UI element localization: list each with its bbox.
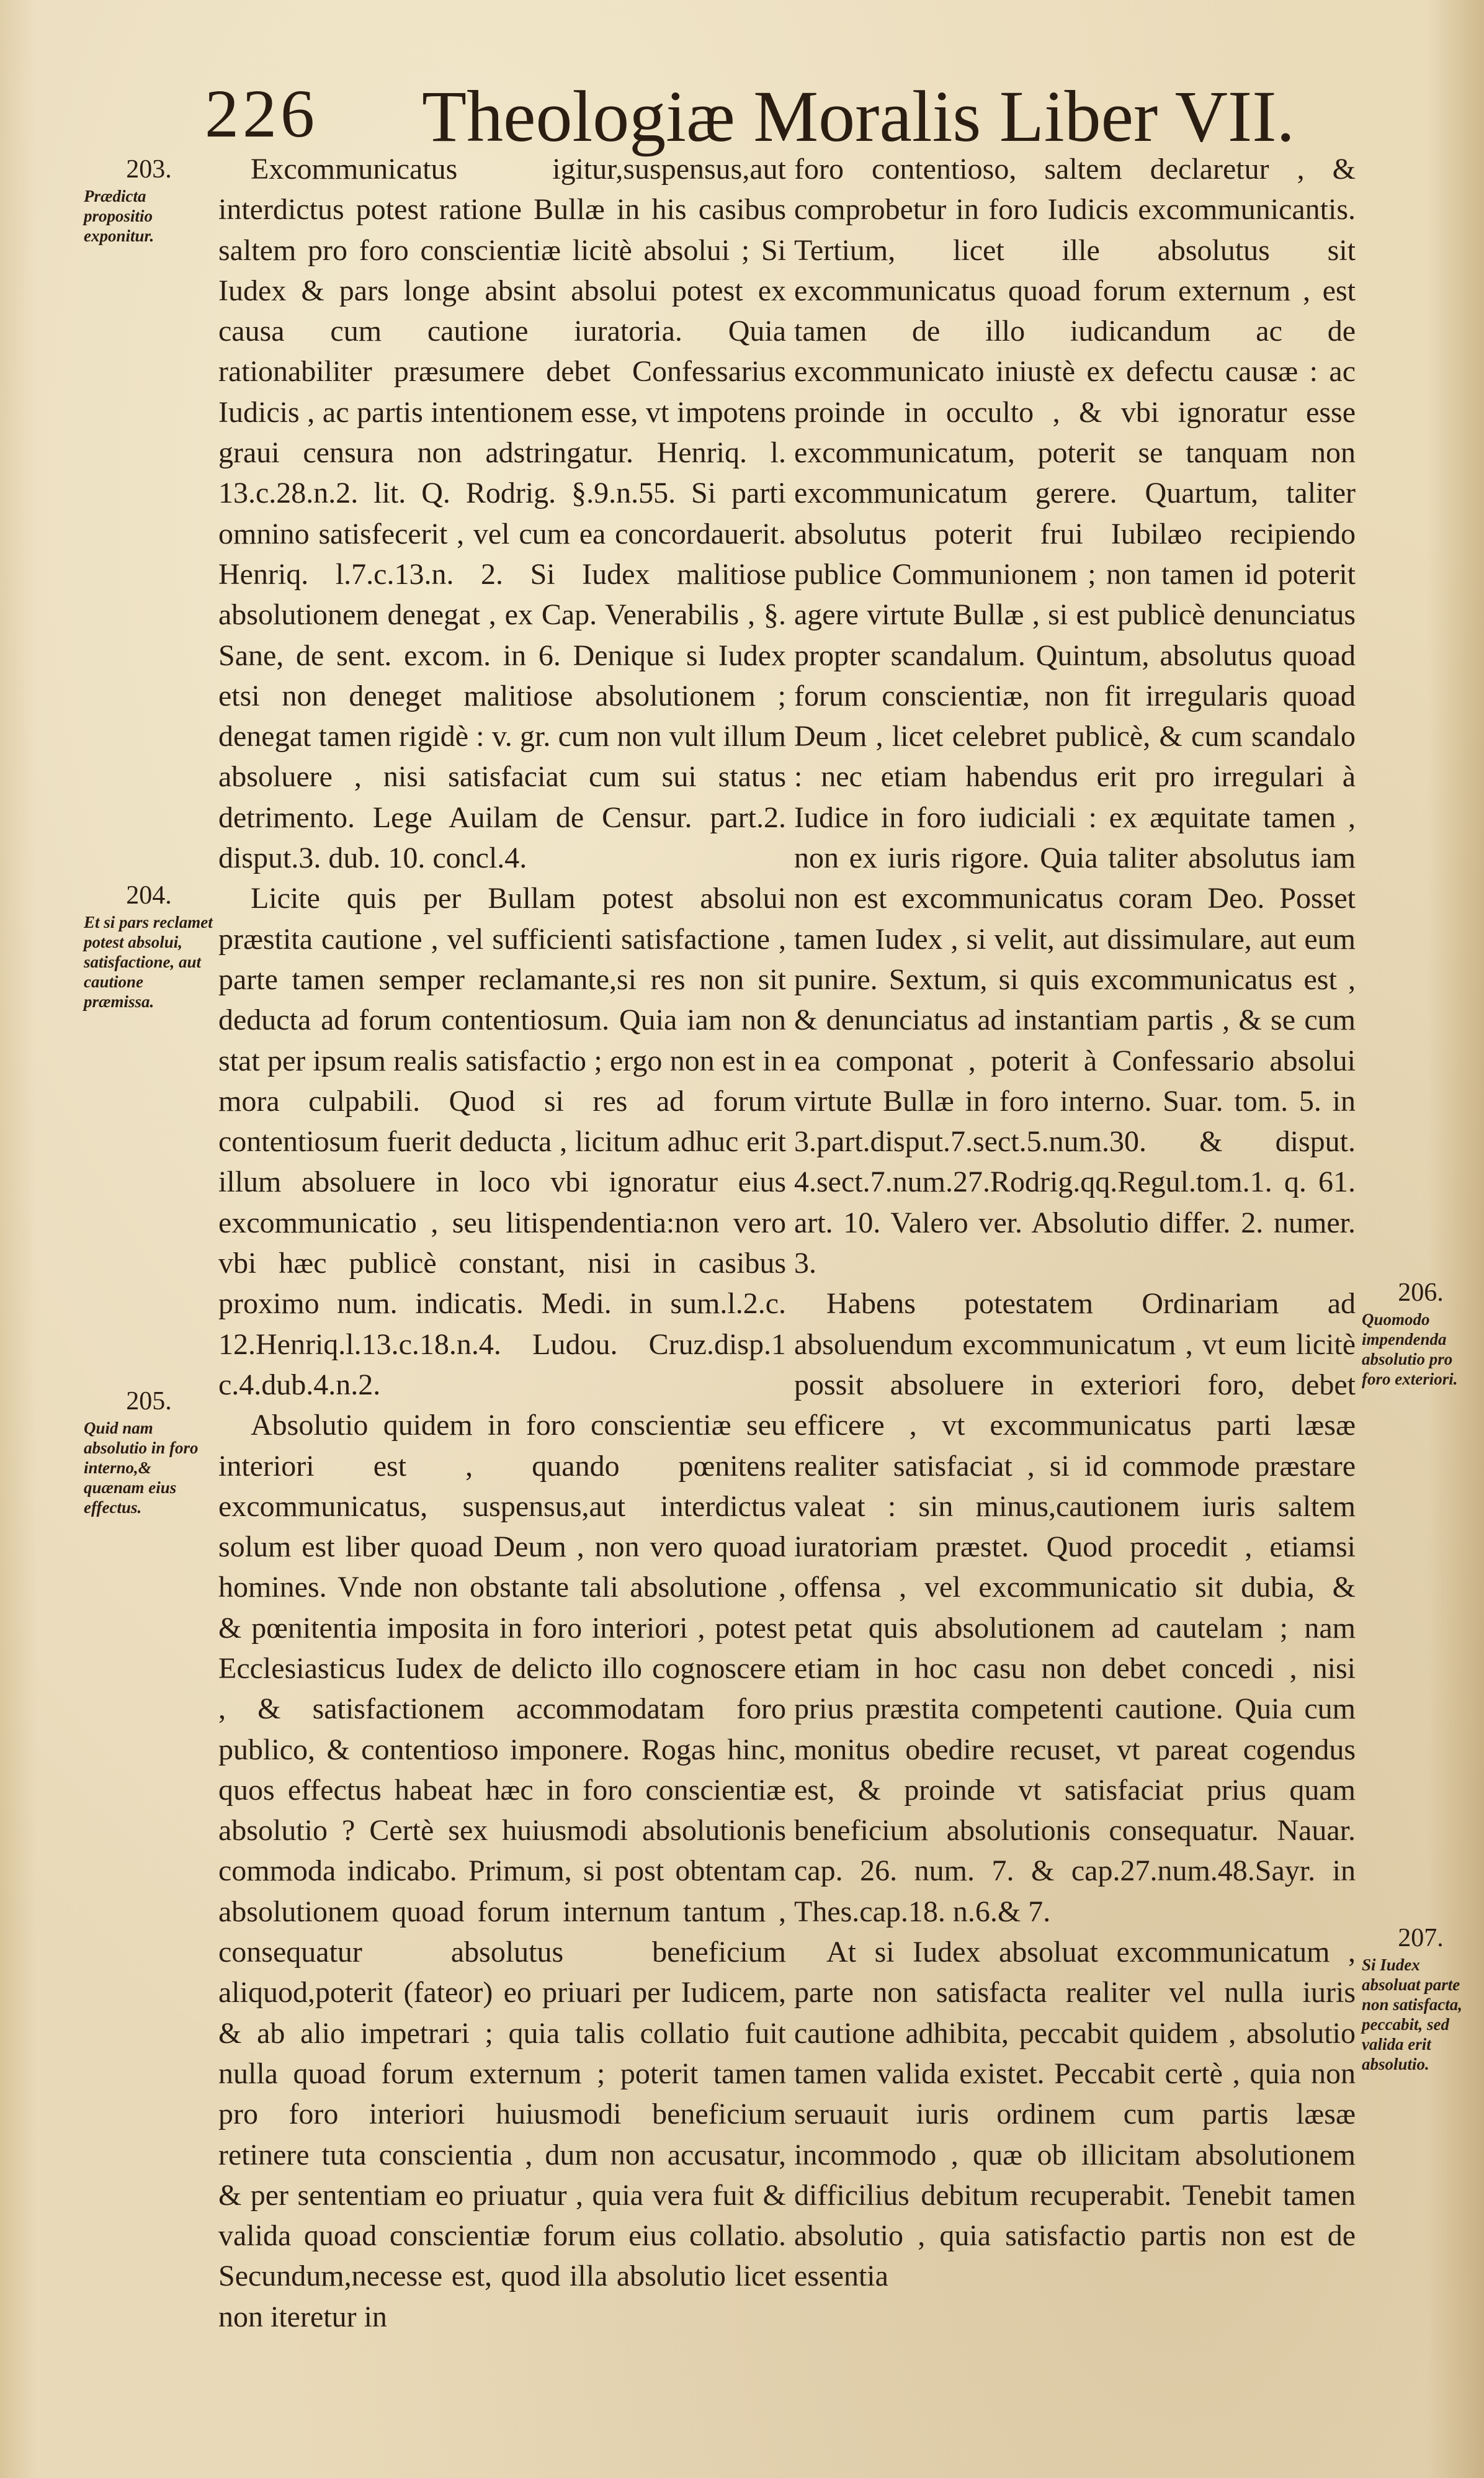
margin-note-number: 203. bbox=[126, 155, 172, 184]
right-column bbox=[794, 149, 1356, 2297]
margin-note-text: Quid nam absolutio in foro interno,& quænam eius effectus. bbox=[84, 1419, 199, 1517]
margin-note-number: 205. bbox=[126, 1387, 172, 1416]
margin-note-text: Si Iudex absoluat parte non satisfacta, peccabit, sed valida erit absolutio. bbox=[1362, 1955, 1463, 2073]
paragraph-204: Licite quis per Bullam potest absolui præstita cautione , vel sufficienti satisfactione , parte tamen semper reclamante,si res non sit deducta ad forum contentiosum. Quia iam non stat per ipsum realis satisfactio ; ergo non est in mora culpabili. Quod si res ad forum contentiosum fuerit deducta , licitum adhuc erit illum absoluere in loco vbi ignoratur eius excommunicatio , seu litispendentia:non vero vbi hæc publicè constant, nisi in casibus proximo num. indicatis. Medi. in sum.l.2.c. 12.Henriq.l.13.c.18.n.4. Ludou. Cruz.disp.1 c.4.dub.4.n.2. bbox=[218, 882, 786, 1401]
folio-number: 226 bbox=[205, 76, 318, 151]
margin-note-206 bbox=[1362, 1278, 1480, 1389]
paragraph-203: Excommunicatus igitur,suspensus,aut interdictus potest ratione Bullæ in his casibus saltem pro foro conscientiæ licitè absolui ; Si Iudex & pars longe absint absolui potest ex causa cum cautione iuratoria. Quia rationabiliter præsumere debet Confessarius Iudicis , ac partis intentionem esse, vt impotens graui censura non adstringatur. Henriq. l. 13.c.28.n.2. lit. Q. Rodrig. §.9.n.55. Si parti omnino satisfecerit , vel cum ea concordauerit. Henriq. l.7.c.13.n. 2. Si Iudex malitiose absolutionem denegat , ex Cap. Venerabilis , §. Sane, de sent. excom. in 6. Denique si Iudex etsi non deneget malitiose absolutionem ; denegat tamen rigidè : v. gr. cum non vult illum absoluere , nisi satisfaciat cum sui status detrimento. Lege Auilam de Censur. part.2. disput.3. dub. 10. concl.4. bbox=[218, 153, 786, 875]
paragraph-205: Absolutio quidem in foro conscientiæ seu interiori est , quando pœnitens excommunicatus, suspensus,aut interdictus solum est liber quoad Deum , non vero quoad homines. Vnde non obstante tali absolutione , & pœnitentia imposita in foro interiori , potest Ecclesiasticus Iudex de delicto illo cognoscere , & satisfactionem accommodatam foro publico, & contentioso imponere. Rogas hinc, quos effectus habeat hæc in foro conscientiæ absolutio ? Certè sex huiusmodi absolutionis commoda indicabo. Primum, si post obtentam absolutionem quoad forum internum tantum , consequatur absolutus beneficium aliquod,poterit (fateor) eo priuari per Iudicem, & ab alio impetrari ; quia talis collatio fuit nulla quoad forum externum ; poterit tamen pro foro interiori huiusmodi beneficium retinere tuta conscientia , dum non accusatur, & per sententiam eo priuatur , quia vera fuit & valida quoad conscientiæ forum eius collatio. Secundum,necesse est, quod illa absolutio licet non iteretur in bbox=[218, 1409, 786, 2333]
margin-note-203 bbox=[84, 155, 214, 246]
margin-note-207 bbox=[1362, 1924, 1480, 2074]
running-head: Theologiæ Moralis Liber VII. bbox=[422, 76, 1295, 157]
paragraph-206: Habens potestatem Ordinariam ad absoluendum excommunicatum , vt eum licitè possit absoluere in exteriori foro, debet efficere , vt excommunicatus parti læsæ realiter satisfaciat , si id commode præstare valeat : sin minus,cautionem iuris saltem iuratoriam præstet. Quod procedit , etiamsi offensa , vel excommunicatio sit dubia, & petat quis absolutionem ad cautelam ; nam etiam in hoc casu non debet concedi , nisi prius præstita competenti cautione. Quia cum monitus obedire recuset, vt pareat cogendus est, & proinde vt satisfaciat prius quam beneficium absolutionis consequatur. Nauar. cap. 26. num. 7. & cap.27.num.48.Sayr. in Thes.cap.18. n.6.& 7. bbox=[794, 1287, 1356, 1928]
margin-note-text: Et si pars reclamet potest absolui, satisfactione, aut cautione præmissa. bbox=[84, 913, 213, 1011]
margin-note-text: Prædicta propositio exponitur. bbox=[84, 187, 154, 245]
left-column bbox=[218, 149, 786, 2337]
margin-note-number: 207. bbox=[1398, 1924, 1444, 1952]
paragraph-205-continued: foro contentioso, saltem declaretur , & comprobetur in foro Iudicis excommunicantis. Tertium, licet ille absolutus sit excommunicatus quoad forum externum , est tamen de illo iudicandum ac de excommunicato iniustè ex defectu causæ : ac proinde in occulto , & vbi ignoratur esse excommunicatum, poterit se tanquam non excommunicatum gerere. Quartum, taliter absolutus poterit frui Iubilæo recipiendo publice Communionem ; non tamen id poterit agere virtute Bullæ , si est publicè denunciatus propter scandalum. Quintum, absolutus quoad forum conscientiæ, non fit irregularis quoad Deum , licet celebret publicè, & cum scandalo : nec etiam habendus erit pro irregulari à Iudice in foro iudiciali : ex æquitate tamen , non ex iuris rigore. Quia taliter absolutus iam non est excommunicatus coram Deo. Posset tamen Iudex , si velit, aut dissimulare, aut eum punire. Sextum, si quis excommunicatus est , & denunciatus ad instantiam partis , & se cum ea componat , poterit à Confessario absolui virtute Bullæ in foro interno. Suar. tom. 5. in 3.part.disput.7.sect.5.num.30. & disput. 4.sect.7.num.27.Rodrig.qq.Regul.tom.1. q. 61. art. 10. Valero ver. Absolutio differ. 2. numer. 3. bbox=[794, 153, 1356, 1280]
margin-note-number: 206. bbox=[1398, 1278, 1444, 1307]
paragraph-207: At si Iudex absoluat excommunicatum , parte non satisfacta realiter vel nulla iuris cautione adhibita, peccabit quidem , absolutio tamen valida existet. Peccabit certè , quia non seruauit iuris ordinem cum partis læsæ incommodo , quæ ob illicitam absolutionem difficilius debitum recuperabit. Tenebit tamen absolutio , quia satisfactio partis non est de essentia bbox=[794, 1936, 1356, 2293]
margin-note-204 bbox=[84, 881, 214, 1012]
margin-note-205 bbox=[84, 1387, 214, 1517]
margin-note-number: 204. bbox=[126, 881, 172, 910]
margin-note-text: Quomodo impendenda absolutio pro foro exteriori. bbox=[1362, 1310, 1458, 1388]
